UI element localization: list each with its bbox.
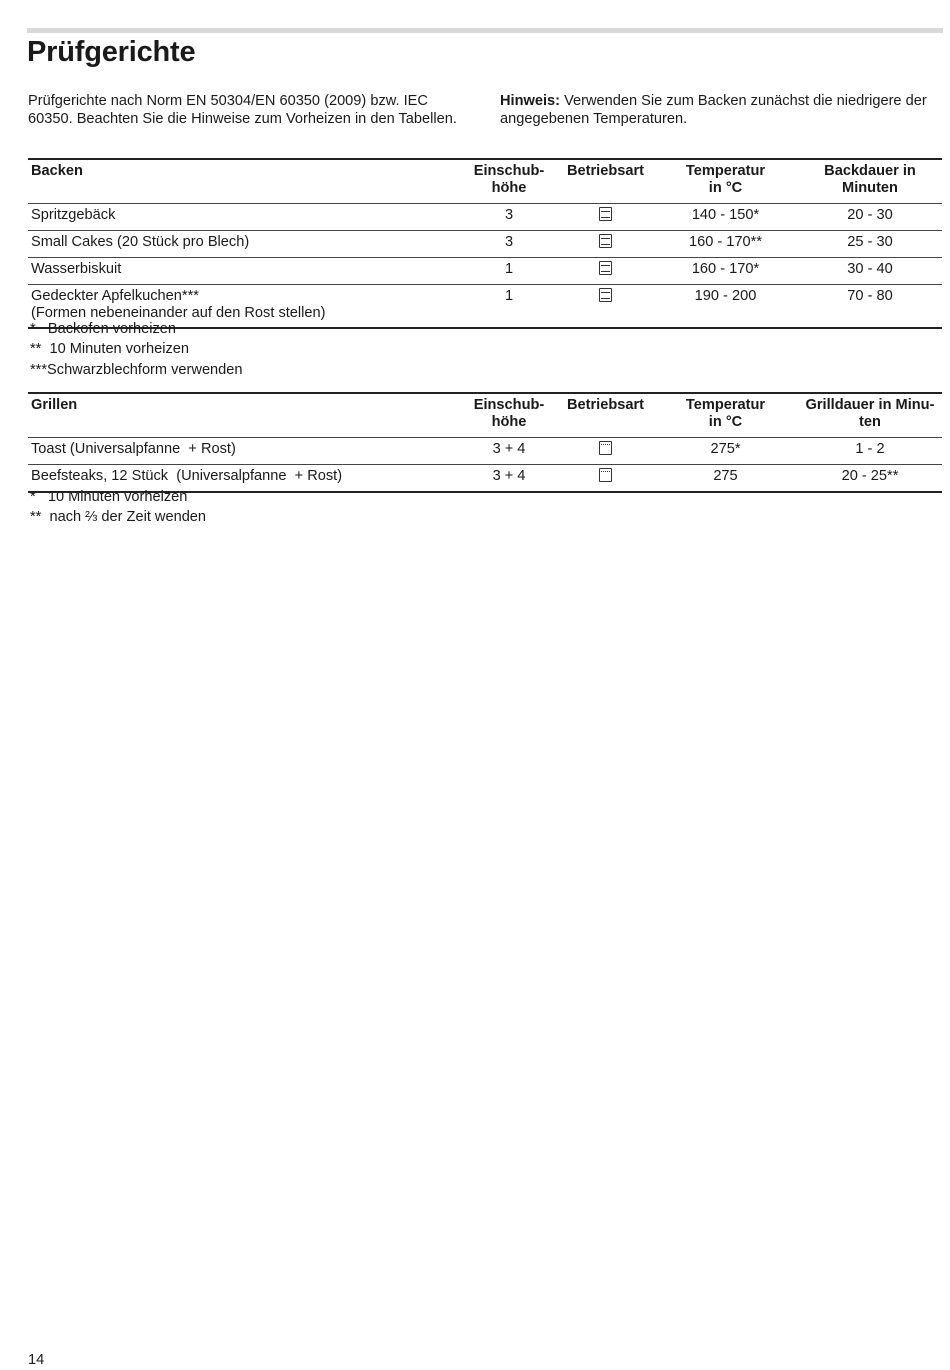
shelf-cell: 3 + 4 xyxy=(492,468,526,484)
dish-note: (Formen nebeneinander auf den Rost stellen) xyxy=(31,305,326,321)
mode-cell xyxy=(558,465,653,493)
header-duration: Backdauer in Minuten xyxy=(824,163,916,196)
table-row xyxy=(28,438,942,465)
table-row xyxy=(28,204,942,231)
header-dish: Backen xyxy=(31,163,83,179)
duration-cell: 20 - 30 xyxy=(847,207,893,223)
header-duration: Grilldauer in Minu- ten xyxy=(805,397,935,430)
duration-cell: 1 - 2 xyxy=(855,441,885,457)
intro-text: Prüfgerichte nach Norm EN 50304/EN 60350 (2009) bzw. IEC 60350. Beachten Sie die Hinweise zum Vorheizen in den Tabellen. xyxy=(28,93,457,127)
dish-name: Gedeckter Apfelkuchen*** xyxy=(31,288,199,304)
header-shelf: Einschub- höhe xyxy=(473,397,545,430)
duration-cell: 25 - 30 xyxy=(847,234,893,250)
shelf-cell: 1 xyxy=(504,288,514,304)
grill-icon xyxy=(599,468,612,482)
dish-cell: Toast (Universalpfanne + Rost) xyxy=(31,441,236,457)
table-row xyxy=(28,231,942,258)
temperature-cell: 160 - 170** xyxy=(688,234,763,250)
dish-cell: Beefsteaks, 12 Stück (Universalpfanne + Rost) xyxy=(31,468,343,484)
temperature-cell: 275* xyxy=(710,441,741,457)
grilling-header-row xyxy=(28,393,942,438)
shelf-cell: 3 + 4 xyxy=(492,441,526,457)
top-rule xyxy=(27,28,943,33)
mode-cell xyxy=(558,285,653,329)
temperature-cell: 160 - 170* xyxy=(691,261,760,277)
top-bottom-heat-icon xyxy=(599,288,612,302)
shelf-cell: 3 xyxy=(504,207,514,223)
footnote: ** nach ⅔ der Zeit wenden xyxy=(30,509,207,526)
mode-cell xyxy=(558,258,653,285)
top-bottom-heat-icon xyxy=(599,234,612,248)
header-dish: Grillen xyxy=(31,397,78,413)
duration-cell: 70 - 80 xyxy=(847,288,893,304)
dish-cell: Wasserbiskuit xyxy=(31,261,122,277)
baking-footnotes xyxy=(30,319,243,380)
mode-cell xyxy=(558,204,653,231)
header-mode: Betriebsart xyxy=(566,163,645,179)
table-row xyxy=(28,258,942,285)
temperature-cell: 275 xyxy=(713,468,738,484)
hint-body: Verwenden Sie zum Backen zunächst die niedrigere der angegebenen Temperaturen. xyxy=(500,93,927,127)
header-temperature: Temperatur in °C xyxy=(685,163,766,196)
shelf-cell: 3 xyxy=(504,234,514,250)
grilling-footnotes xyxy=(30,487,206,528)
top-bottom-heat-icon xyxy=(599,261,612,275)
top-bottom-heat-icon xyxy=(599,207,612,221)
footnote: * 10 Minuten vorheizen xyxy=(30,489,188,505)
dish-cell: Spritzgebäck xyxy=(31,207,116,223)
header-shelf: Einschub- höhe xyxy=(473,163,545,196)
grilling-table xyxy=(28,392,942,493)
footnote: ** 10 Minuten vorheizen xyxy=(30,341,190,358)
header-temperature: Temperatur in °C xyxy=(685,397,766,430)
grill-icon xyxy=(599,441,612,455)
hint-label: Hinweis: xyxy=(500,93,561,109)
baking-header-row xyxy=(28,159,942,204)
duration-cell: 30 - 40 xyxy=(847,261,893,277)
page-title: Prüfgerichte xyxy=(27,36,196,68)
dish-cell: Small Cakes (20 Stück pro Blech) xyxy=(31,234,250,250)
footnote: ***Schwarzblechform verwenden xyxy=(30,361,243,378)
header-mode: Betriebsart xyxy=(566,397,645,413)
baking-table xyxy=(28,158,942,329)
temperature-cell: 140 - 150* xyxy=(691,207,760,223)
footnote: * Backofen vorheizen xyxy=(30,321,177,337)
mode-cell xyxy=(558,438,653,465)
hint-text xyxy=(500,93,940,128)
duration-cell: 20 - 25** xyxy=(841,468,899,484)
mode-cell xyxy=(558,231,653,258)
shelf-cell: 1 xyxy=(504,261,514,277)
page-number: 14 xyxy=(28,1352,45,1368)
temperature-cell: 190 - 200 xyxy=(694,288,757,304)
